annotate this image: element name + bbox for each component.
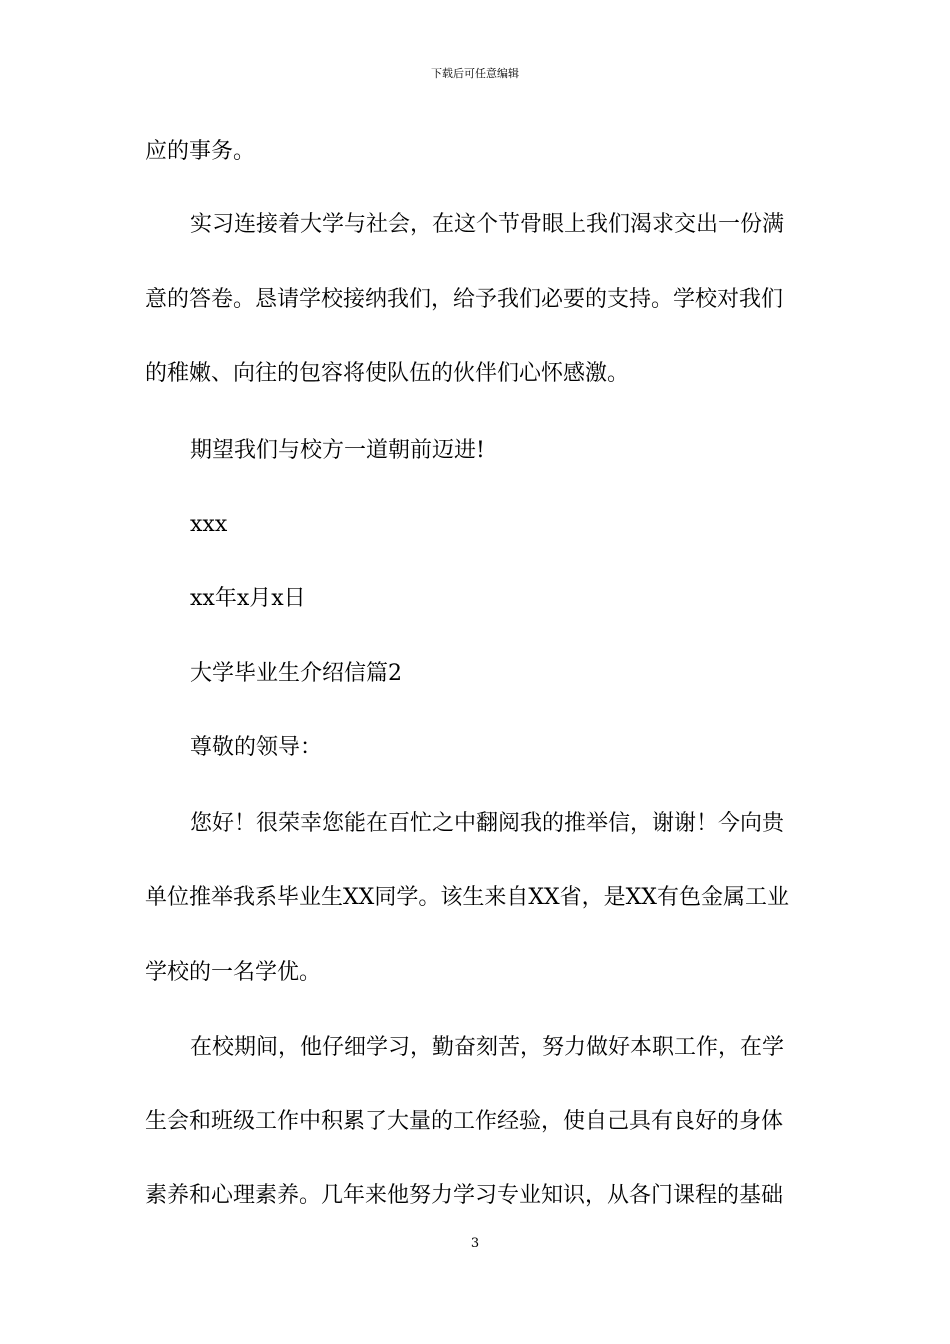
page-number: 3 (470, 1236, 480, 1251)
section-title: 大学毕业生介绍信篇2 (190, 661, 402, 686)
body-line: 素养和心理素养。几年来他努力学习专业知识，从各门课程的基础 (145, 1183, 784, 1208)
body-line: 生会和班级工作中积累了大量的工作经验，使自己具有良好的身体 (145, 1109, 784, 1134)
body-line: 实习连接着大学与社会，在这个节骨眼上我们渴求交出一份满 (190, 212, 785, 237)
signature-name: xxx (190, 512, 228, 537)
signature-date: xx年x月x日 (190, 586, 306, 611)
body-line: 应的事务。 (145, 139, 256, 164)
body-line: 期望我们与校方一道朝前迈进! (190, 438, 485, 463)
body-line: 单位推举我系毕业生XX同学。该生来自XX省，是XX有色金属工业 (145, 885, 789, 910)
body-line: 在校期间，他仔细学习，勤奋刻苦，努力做好本职工作，在学 (190, 1035, 785, 1060)
body-line: 学校的一名学优。 (145, 960, 322, 985)
body-line: 您好！很荣幸您能在百忙之中翻阅我的推举信，谢谢！今向贵 (190, 811, 785, 836)
salutation: 尊敬的领导： (190, 735, 323, 760)
body-line: 的稚嫩、向往的包容将使队伍的伙伴们心怀感激。 (145, 361, 630, 386)
body-line: 意的答卷。恳请学校接纳我们，给予我们必要的支持。学校对我们 (145, 287, 784, 312)
page-header: 下载后可任意编辑 (431, 67, 519, 80)
